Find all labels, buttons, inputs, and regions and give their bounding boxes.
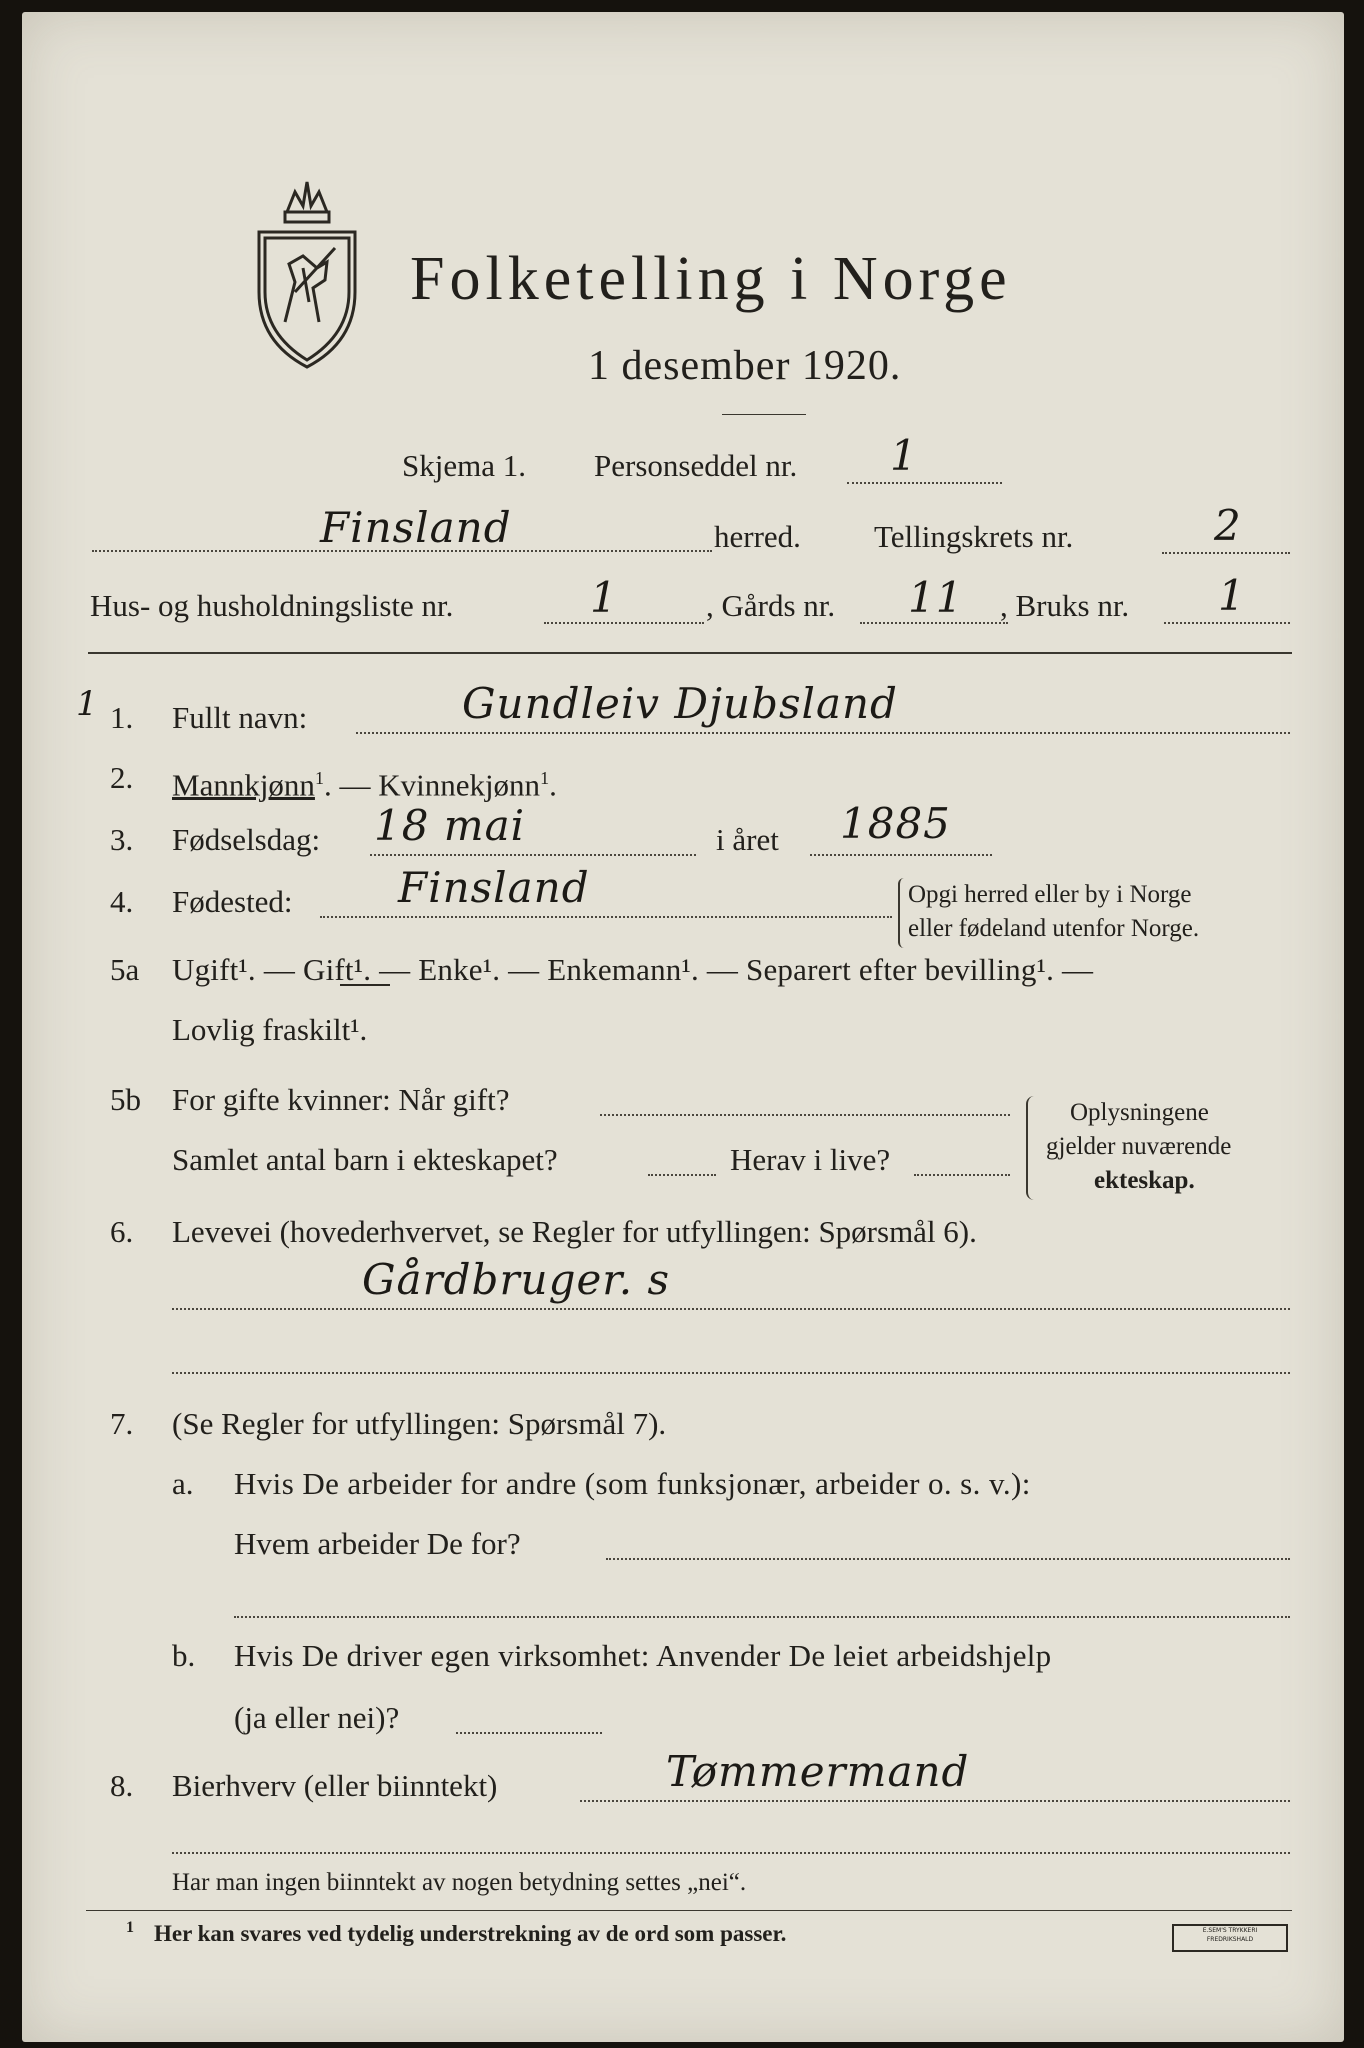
herred-label: herred. — [714, 519, 801, 554]
q2-female-option: . — Kvinnekjønn — [323, 767, 541, 803]
bruks-value: 1 — [1218, 571, 1246, 620]
footnote-mark: 1 — [126, 1919, 134, 1936]
husholdning-label: Hus- og husholdningsliste nr. — [90, 588, 454, 623]
q7-number: 7. — [110, 1406, 134, 1441]
q4-note-line1: Opgi herred eller by i Norge — [908, 881, 1192, 908]
q5b-line2: Samlet antal barn i ekteskapet? — [172, 1142, 558, 1177]
bruks-line — [1164, 622, 1290, 624]
coat-of-arms-icon — [247, 172, 367, 372]
q7b-answer-line — [456, 1732, 602, 1734]
header-divider — [88, 652, 1292, 654]
q7a-line1: Hvis De arbeider for andre (som funksjonær, arbeider o. s. v.): — [234, 1466, 1031, 1501]
q5a-gift-underline — [340, 984, 390, 986]
q3-number: 3. — [110, 822, 134, 857]
husholdning-line — [544, 622, 704, 624]
q7a-letter: a. — [172, 1466, 194, 1501]
q5b-alive-line — [914, 1174, 1010, 1176]
footnote-text: Her kan svares ved tydelig understrekning av de ord som passer. — [154, 1921, 787, 1946]
q5a-options-line2: Lovlig fraskilt¹. — [172, 1012, 368, 1047]
q5b-note-brace — [1026, 1096, 1036, 1200]
census-form-sheet — [22, 12, 1344, 2042]
q7a-employer-line — [606, 1558, 1290, 1560]
income-note: Har man ingen biinntekt av nogen betydning settes „nei“. — [172, 1869, 747, 1896]
printer-stamp-line1: E.SEM'S TRYKKERI — [1202, 1927, 1258, 1934]
printer-stamp — [1172, 1924, 1288, 1952]
q5b-note-line2: gjelder nuværende — [1046, 1133, 1232, 1160]
q5b-line1: For gifte kvinner: Når gift? — [172, 1082, 510, 1117]
personseddel-value: 1 — [890, 431, 918, 480]
q6-line2 — [172, 1372, 1290, 1374]
printer-stamp-line2: FREDRIKSHALD — [1206, 1936, 1254, 1943]
q3-year-line — [810, 854, 992, 856]
q3-label: Fødselsdag: — [172, 822, 321, 857]
q3-value: 18 mai — [374, 801, 526, 850]
q5b-note-line3: ekteskap. — [1094, 1167, 1195, 1194]
q7a-extra-line — [234, 1616, 1290, 1618]
q4-number: 4. — [110, 884, 134, 919]
q6-line1 — [172, 1308, 1290, 1310]
q8-label: Bierhverv (eller biinntekt) — [172, 1768, 498, 1803]
q4-line — [320, 916, 892, 918]
herred-value: Finsland — [320, 503, 512, 552]
q3-line — [370, 854, 696, 856]
q5b-children-line — [648, 1174, 716, 1176]
q3-year-label: i året — [716, 822, 779, 857]
bruks-label: , Bruks nr. — [1000, 588, 1130, 623]
q1-value: Gundleiv Djubsland — [462, 679, 898, 728]
q4-label: Fødested: — [172, 884, 293, 919]
q7b-line2: (ja eller nei)? — [234, 1700, 400, 1735]
tellingskrets-label: Tellingskrets nr. — [874, 519, 1074, 554]
page-title: Folketelling i Norge — [410, 245, 1012, 313]
q6-number: 6. — [110, 1214, 134, 1249]
q1-number: 1. — [110, 700, 134, 735]
q7a-line2: Hvem arbeider De for? — [234, 1526, 521, 1561]
q7-label: (Se Regler for utfyllingen: Spørsmål 7). — [172, 1406, 667, 1441]
q2-footnote-1: 1 — [314, 768, 324, 788]
gards-line — [860, 622, 1008, 624]
q8-extra-line — [172, 1852, 1290, 1854]
q3-year-value: 1885 — [840, 799, 951, 848]
q1-label: Fullt navn: — [172, 700, 308, 735]
personseddel-line — [847, 482, 1002, 484]
gards-value: 11 — [908, 573, 964, 622]
q8-value: Tømmermand — [666, 1747, 970, 1796]
q8-number: 8. — [110, 1768, 134, 1803]
q6-label: Levevei (hovederhvervet, se Regler for utfyllingen: Spørsmål 6). — [172, 1214, 977, 1249]
census-date: 1 desember 1920. — [588, 343, 902, 389]
q1-mark: 1 — [76, 684, 99, 724]
tellingskrets-value: 2 — [1214, 501, 1242, 550]
q2-footnote-2: 1 — [540, 768, 550, 788]
q5a-number: 5a — [110, 952, 140, 987]
q5b-number: 5b — [110, 1082, 141, 1117]
q4-note-brace — [898, 878, 906, 948]
q4-value: Finsland — [398, 863, 590, 912]
schema-label: Skjema 1. — [402, 448, 526, 483]
husholdning-value: 1 — [590, 573, 618, 622]
q6-value: Gårdbruger. s — [362, 1255, 671, 1304]
footer-divider — [86, 1910, 1292, 1911]
gards-label: , Gårds nr. — [706, 588, 836, 623]
q7b-line1: Hvis De driver egen virksomhet: Anvender De leiet arbeidshjelp — [234, 1638, 1052, 1673]
q2-male-option: Mannkjønn — [172, 767, 315, 803]
q2-options — [172, 760, 557, 803]
tellingskrets-line — [1162, 552, 1290, 554]
personseddel-label: Personseddel nr. — [594, 448, 798, 483]
q5a-options: Ugift¹. — Gift¹. — Enke¹. — Enkemann¹. — Separert efter bevilling¹. — — [172, 952, 1094, 987]
q5b-note-line1: Oplysningene — [1070, 1099, 1209, 1126]
title-divider — [722, 414, 806, 415]
q2-number: 2. — [110, 760, 134, 795]
q4-note-line2: eller fødeland utenfor Norge. — [908, 915, 1200, 942]
q7b-letter: b. — [172, 1638, 196, 1673]
q5b-alive-label: Herav i live? — [730, 1142, 891, 1177]
q2-end: . — [549, 767, 557, 803]
q5b-married-line — [600, 1114, 1010, 1116]
q8-line — [580, 1800, 1290, 1802]
q1-line — [356, 732, 1290, 734]
